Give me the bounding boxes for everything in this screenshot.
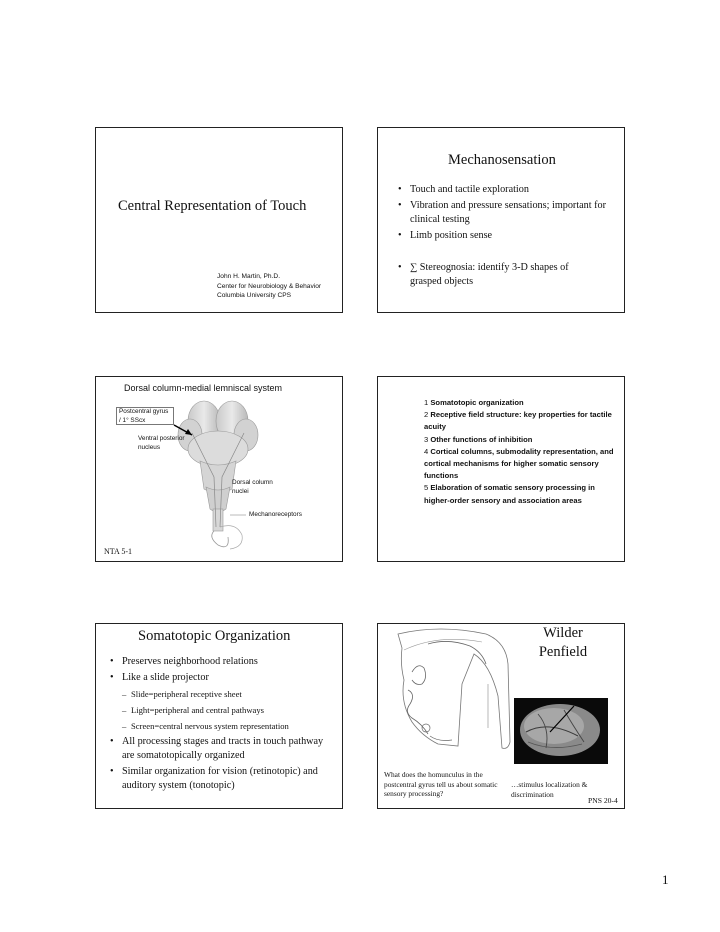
list-item: 4 Cortical columns, submodality representation, and cortical mechanisms for higher somatic sensory functions — [424, 446, 614, 481]
author-university: Columbia University CPS — [217, 292, 292, 299]
slide-penfield — [377, 623, 625, 809]
slide5-title: Somatotopic Organization — [138, 628, 291, 644]
list-item: 5 Elaboration of somatic sensory processing in higher-order sensory and association areas — [424, 483, 595, 505]
slide3-title: Dorsal column-medial lemniscal system — [124, 383, 283, 393]
caption-answer: …stimulus localization & discrimination — [511, 780, 588, 799]
brainstem-illustration — [96, 377, 342, 561]
author-name: John H. Martin, Ph.D. — [217, 273, 281, 280]
slide6-title: Wilder Penfield — [538, 625, 588, 660]
bullet-item: • Limb position sense — [398, 230, 493, 241]
slide-title — [95, 127, 343, 313]
sub-bullet: – Screen=central nervous system representation — [122, 721, 289, 731]
topics-list — [424, 397, 614, 507]
label-postcentral-gyrus: Postcentral gyrus / 1° SScx — [116, 407, 174, 425]
slide-dorsal-column — [95, 376, 343, 562]
label-mechanoreceptors: Mechanoreceptors — [249, 511, 302, 518]
slide-mechanosensation — [377, 127, 625, 313]
bullet-item: • Similar organization for vision (retinotopic) and auditory system (tonotopic) — [110, 766, 318, 791]
slide3-source: NTA 5-1 — [104, 547, 133, 556]
list-item: 3 Other functions of inhibition — [424, 434, 533, 444]
slide-topics-list — [377, 376, 625, 562]
bullet-item: • Preserves neighborhood relations — [110, 656, 258, 667]
author-block — [217, 272, 321, 301]
list-item: 1 Somatotopic organization — [424, 398, 524, 407]
bullet-item: • Vibration and pressure sensations; important for clinical testing — [398, 200, 607, 225]
sub-bullet: – Light=peripheral and central pathways — [122, 705, 264, 715]
caption-question: What does the homunculus in the postcentral gyrus tell us about somatic sensory processing? — [384, 770, 498, 798]
bullet-item: • All processing stages and tracts in touch pathway are somatotopically organized — [110, 736, 324, 761]
label-ventral-posterior-nucleus: Ventral posterior nucleus — [138, 435, 185, 451]
slide1-title: Central Representation of Touch — [118, 198, 307, 214]
slide6-source: PNS 20-4 — [588, 796, 618, 805]
slide2-title: Mechanosensation — [448, 152, 556, 168]
list-item: 2 Receptive field structure: key properties for tactile acuity — [424, 410, 612, 432]
sub-bullet: – Slide=peripheral receptive sheet — [122, 689, 242, 699]
page-number: 1 — [662, 872, 669, 887]
author-affiliation: Center for Neurobiology & Behavior — [217, 282, 322, 290]
bullet-item: • Like a slide projector — [110, 672, 209, 683]
bullet-item: • ∑ Stereognosia: identify 3-D shapes of grasped objects — [398, 262, 569, 287]
slide-somatotopic — [95, 623, 343, 809]
label-dorsal-column-nuclei: Dorsal column nuclei — [232, 479, 273, 495]
bullet-item: • Touch and tactile exploration — [398, 184, 529, 195]
